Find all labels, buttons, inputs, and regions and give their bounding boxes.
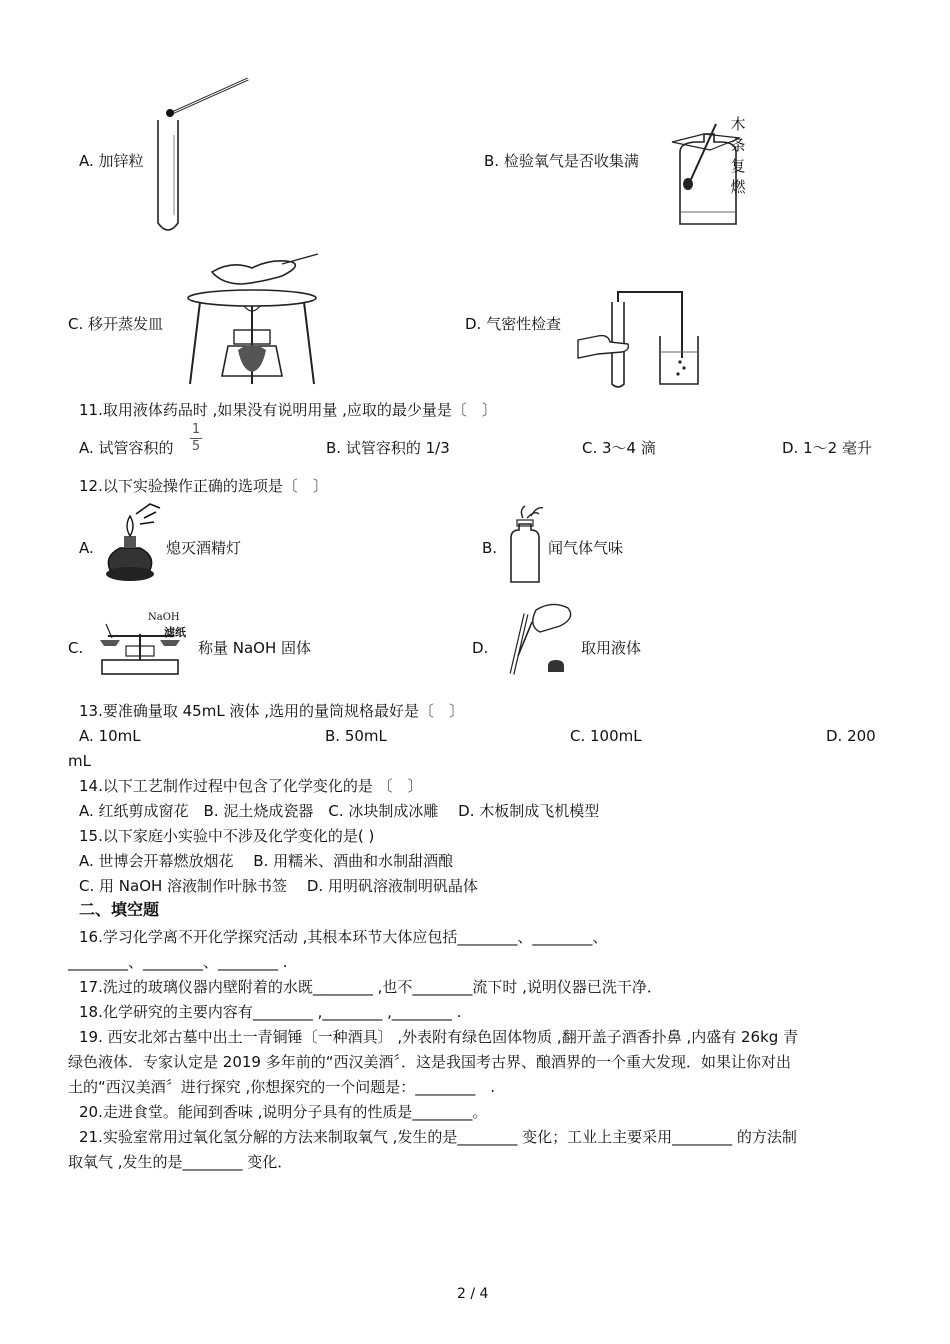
- q11-stem: 11.取用液体药品时 ,如果没有说明用量 ,应取的最少量是〔 〕: [79, 401, 497, 419]
- q12-stem: 12.以下实验操作正确的选项是〔 〕: [79, 477, 328, 495]
- q12-option-c-text: 称量 NaOH 固体: [198, 639, 312, 657]
- q19-line2: 绿色液体．专家认定是 2019 多年前的“西汉美酒〞．这是我国考古界、酿酒界的一个重大发现．如果让你对出: [68, 1053, 791, 1071]
- q17: 17.洗过的玻璃仪器内壁附着的水既________ ,也不________流下时 ,说明仪器已洗干净．: [79, 978, 662, 996]
- q15-options-line2: C. 用 NaOH 溶液制作叶脉书签 D. 用明矾溶液制明矾晶体: [79, 877, 478, 895]
- q12-option-a-text: 熄灭酒精灯: [166, 539, 242, 557]
- q13-stem: 13.要准确量取 45mL 液体 ,选用的量筒规格最好是〔 〕: [79, 702, 464, 720]
- q11-option-b: B. 试管容积的 1/3: [326, 439, 450, 457]
- q11-option-a: A. 试管容积的: [79, 439, 174, 457]
- q12-option-d-text: 取用液体: [581, 639, 642, 657]
- q14-stem: 14.以下工艺制作过程中包含了化学变化的是 〔 〕: [79, 777, 423, 795]
- q11-option-d: D. 1～2 毫升: [782, 439, 872, 457]
- q16-line2: ________、________、________ .: [68, 953, 288, 971]
- q15-stem: 15.以下家庭小实验中不涉及化学变化的是( ): [79, 827, 375, 845]
- balance-paper-label: 滤纸: [164, 626, 186, 639]
- q13-option-d-unit: mL: [68, 752, 91, 770]
- q19-line1: 19. 西安北郊古墓中出土一青铜锤〔一种酒具〕 ,外表附有绿色固体物质 ,翻开盖子酒香扑鼻 ,内盛有 26kg 青: [79, 1028, 799, 1046]
- q12-option-c-letter: C.: [68, 639, 84, 657]
- q16-line1: 16.学习化学离不开化学探究活动 ,其根本环节大体应包括________、________、: [79, 928, 608, 946]
- dropper-liquid-image: [496, 600, 580, 682]
- q11-fraction: 1 5: [191, 422, 201, 454]
- balance-naoh-label: NaOH: [148, 612, 180, 623]
- q14-options: A. 红纸剪成窗花 B. 泥土烧成瓷器 C. 冰块制成冰雕 D. 木板制成飞机模型: [79, 802, 600, 820]
- q13-option-c: C. 100mL: [570, 727, 642, 745]
- alcohol-lamp-image: [100, 500, 164, 588]
- q13-option-a: A. 10mL: [79, 727, 141, 745]
- q18: 18.化学研究的主要内容有________ ,________ ,________ .: [79, 1003, 462, 1021]
- q10-option-a-label: A. 加锌粒: [79, 152, 144, 170]
- q21-line2: 取氧气 ,发生的是________ 变化．: [68, 1153, 293, 1171]
- evaporating-dish-image: [182, 250, 322, 388]
- page-number: 2 / 4: [457, 1286, 489, 1302]
- q21-line1: 21.实验室常用过氧化氢分解的方法来制取氧气 ,发生的是________ 变化；工业上主要采用________ 的方法制: [79, 1128, 797, 1146]
- q20: 20.走进食堂。能闻到香味 ,说明分子具有的性质是________。: [79, 1103, 488, 1121]
- gas-bottle-image: [505, 504, 545, 586]
- q13-option-b: B. 50mL: [325, 727, 387, 745]
- bottle-side-label: 木 条 复 燃: [730, 115, 746, 196]
- q19-line3: 土的“西汉美酒〞进行探究 ,你想探究的一个问题是：________ .: [68, 1078, 496, 1096]
- section-2-title: 二、填空题: [79, 900, 160, 919]
- q12-option-b-letter: B.: [482, 539, 498, 557]
- q10-option-d-label: D. 气密性检查: [465, 315, 562, 333]
- q10-option-b-label: B. 检验氧气是否收集满: [484, 152, 639, 170]
- q15-options-line1: A. 世博会开幕燃放烟花 B. 用糯米、酒曲和水制甜酒酿: [79, 852, 454, 870]
- airtightness-check-image: [578, 288, 708, 388]
- q12-option-d-letter: D.: [472, 639, 489, 657]
- q12-option-a-letter: A.: [79, 539, 94, 557]
- q12-option-b-text: 闻气体气味: [548, 539, 624, 557]
- test-tube-zinc-image: [150, 75, 260, 235]
- q10-option-c-label: C. 移开蒸发皿: [68, 315, 164, 333]
- balance-scale-image: [92, 610, 196, 678]
- q11-option-c: C. 3～4 滴: [582, 439, 656, 457]
- q13-option-d: D. 200: [826, 727, 876, 745]
